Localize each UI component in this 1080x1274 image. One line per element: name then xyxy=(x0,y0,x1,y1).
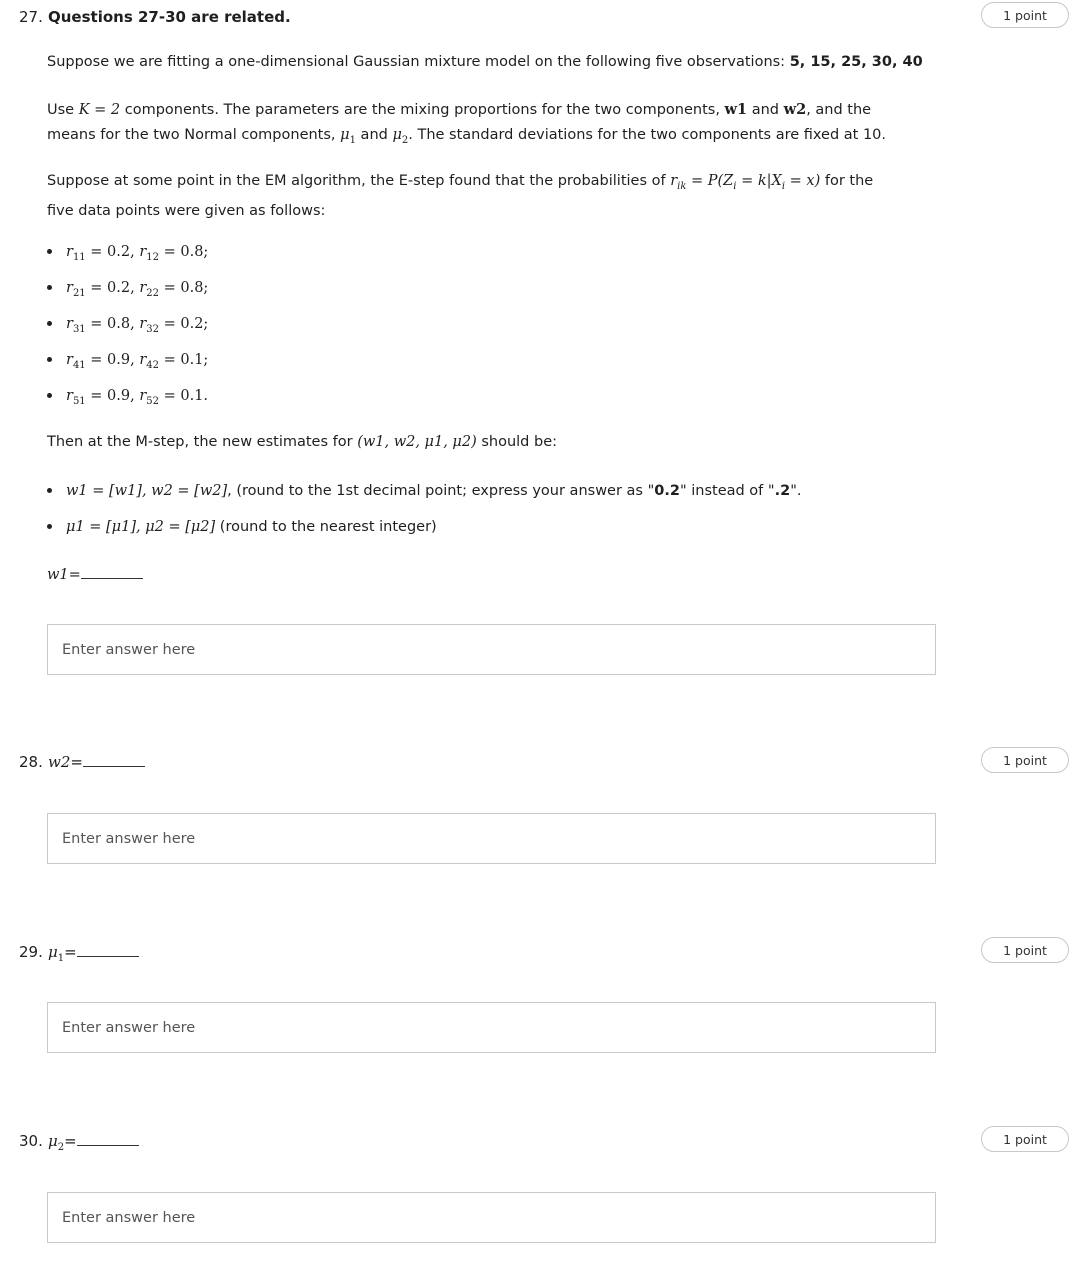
points-badge: 1 point xyxy=(981,2,1069,28)
question-number: 27. xyxy=(19,8,43,26)
parameters-paragraph: Use K = 2 components. The parameters are the mixing proportions for the two components, w1 and w2, and the means for the two Normal components, $\mu_1$ and $\mu_2$. The standard deviations for the two components are fixed at 10. xyxy=(47,101,887,146)
question-number: 28. xyxy=(19,753,43,771)
observations: 5, 15, 25, 30, 40 xyxy=(789,54,923,70)
estep-paragraph: Suppose at some point in the EM algorithm, the E-step found that the probabilities of $r_{ik} = P(Z_i = k|X_i = x)$ for the five data points were given as follows: xyxy=(47,173,874,219)
r-list-item: $r_{31} = 0.8$, $r_{32} = 0.2$; xyxy=(47,312,208,336)
r-list-item: $r_{21} = 0.2$, $r_{22} = 0.8$; xyxy=(47,276,208,300)
intro-paragraph: Suppose we are fitting a one-dimensional Gaussian mixture model on the following five observations: 5, 15, 25, 30, 40 xyxy=(47,54,923,70)
answer-input-q27[interactable] xyxy=(47,624,936,675)
answer-format-item: w1 = [w1], w2 = [w2], (round to the 1st decimal point; express your answer as "0.2" instead of ".2". xyxy=(47,479,801,503)
r-list-item: $r_{51} = 0.9$, $r_{52} = 0.1$. xyxy=(47,384,208,408)
points-badge: 1 point xyxy=(981,1126,1069,1152)
answer-input-q30[interactable] xyxy=(47,1192,936,1243)
r-list-item: $r_{41} = 0.9$, $r_{42} = 0.1$; xyxy=(47,348,208,372)
answer-format-item: μ1 = [μ1], μ2 = [μ2] (round to the nearest integer) xyxy=(47,515,437,539)
points-badge: 1 point xyxy=(981,937,1069,963)
question-prompt: w2= xyxy=(48,753,145,771)
question-number: 29. xyxy=(19,943,43,961)
question-prompt: w1= xyxy=(47,563,143,587)
question-prompt: $\mu_2=$ xyxy=(48,1132,139,1153)
r-list-item: $r_{11} = 0.2$, $r_{12} = 0.8$; xyxy=(47,240,208,264)
answer-input-q29[interactable] xyxy=(47,1002,936,1053)
answer-input-q28[interactable] xyxy=(47,813,936,864)
question-prompt: $\mu_1=$ xyxy=(48,943,139,964)
mstep-paragraph: Then at the M-step, the new estimates for (w1, w2, μ1, μ2) should be: xyxy=(47,434,558,450)
question-heading: Questions 27-30 are related. xyxy=(48,8,291,26)
question-number: 30. xyxy=(19,1132,43,1150)
points-badge: 1 point xyxy=(981,747,1069,773)
